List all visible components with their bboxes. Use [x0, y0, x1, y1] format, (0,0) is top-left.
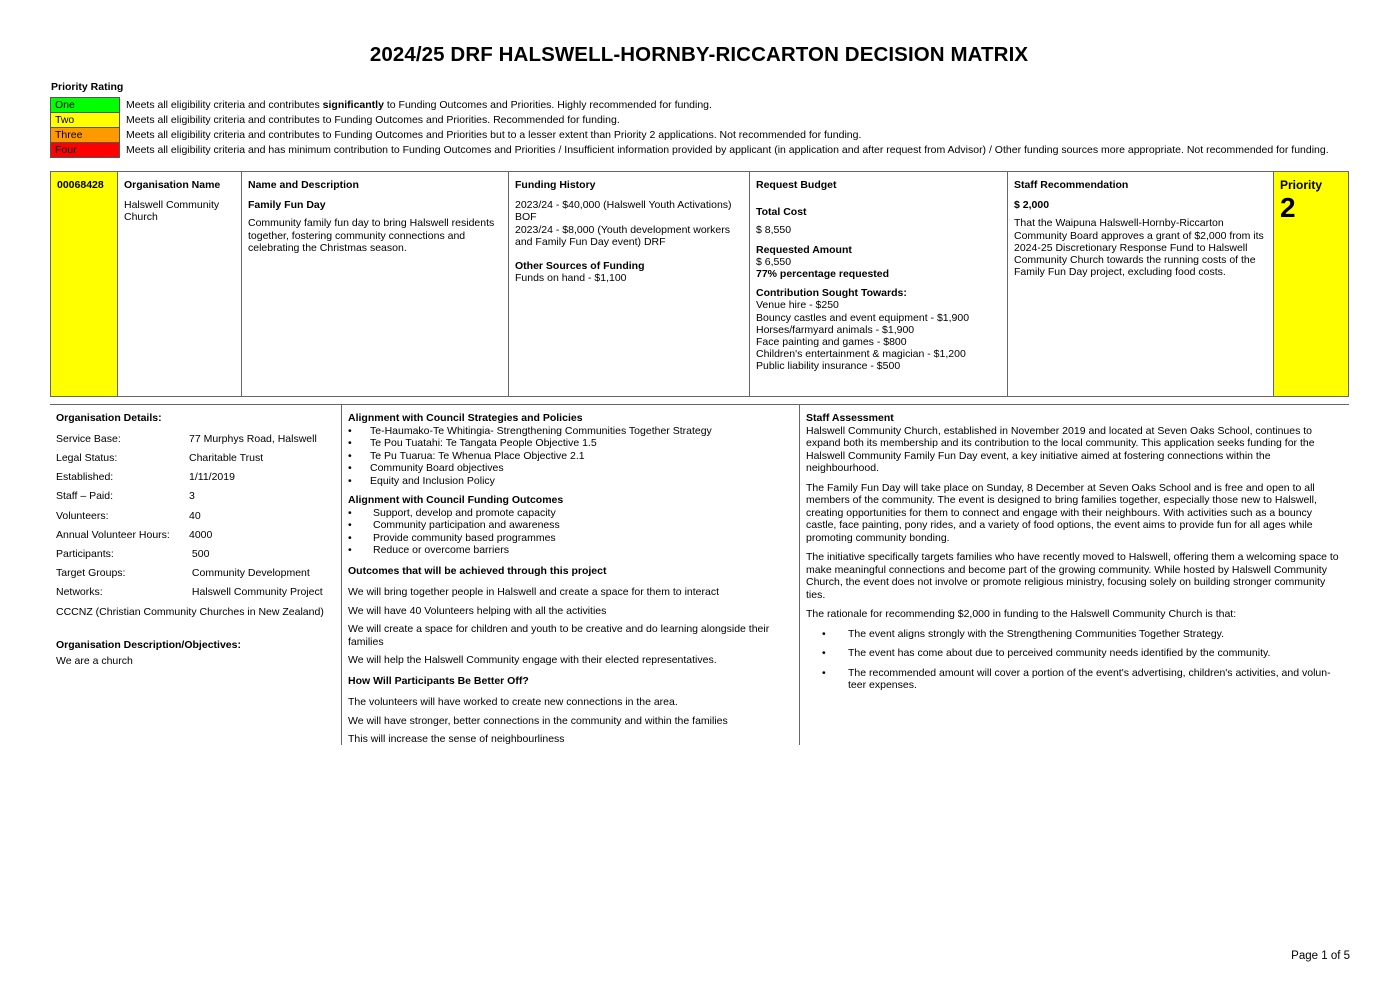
org-detail-row: Legal Status: Charitable Trust — [56, 452, 264, 465]
assessment-paragraph: The initiative specifically targets families who have recently moved to Halswell, offering them a welcoming space to make meaningful connections and become part of the growing community. While hosted by Halswell Community Church, the event does not involve or promote religious ministry, focusing solely on building stronger community ties. — [806, 551, 1339, 601]
list-item: • Te-Haumako-Te Whitingia- Strengthening Communities Together Strategy — [348, 425, 793, 438]
funding-outcomes-list — [348, 507, 793, 557]
contribution-item: Face painting and games - $800 — [756, 336, 907, 349]
contribution-label: Contribution Sought Towards: — [756, 287, 907, 300]
list-item: • Community Board objectives — [348, 462, 793, 475]
priority-rating-table — [50, 97, 1329, 158]
org-detail-row: Service Base: 77 Murphys Road, Halswell — [56, 432, 317, 445]
staff-assessment-column — [800, 405, 1349, 745]
list-item: • Te Pou Tuatahi: Te Tangata People Objective 1.5 — [348, 437, 793, 450]
organisation-details-heading: Organisation Details: — [56, 412, 162, 424]
better-off-heading: How Will Participants Be Better Off? — [348, 674, 529, 687]
assessment-bullets — [806, 628, 1343, 692]
list-item: • Provide community based programmes — [348, 532, 793, 545]
other-sources-header: Other Sources of Funding — [515, 260, 645, 273]
contribution-item: Public liability insurance - $500 — [756, 360, 901, 373]
network-extra: CCCNZ (Christian Community Churches in New Zealand) — [56, 605, 324, 618]
staff-assessment-heading: Staff Assessment — [806, 412, 894, 424]
list-item: • Te Pu Tuarua: Te Whenua Place Objective 2.1 — [348, 450, 793, 463]
better-off-item: We will have stronger, better connections in the community and within the families — [348, 714, 728, 727]
organisation-description: We are a church — [56, 654, 133, 667]
staff-recommendation-header: Staff Recommendation — [1014, 179, 1129, 191]
contribution-item: Horses/farmyard animals - $1,900 — [756, 323, 915, 336]
list-item: • The event aligns strongly with the Strengthening Communities Together Strategy. — [806, 628, 1343, 641]
recommended-amount: $ 2,000 — [1014, 199, 1050, 212]
achieved-outcomes-heading: Outcomes that will be achieved through this project — [348, 564, 607, 577]
priority-desc-three: Meets all eligibility criteria and contributes to Funding Outcomes and Priorities but to a lesser extent than Priority 2 applications. Not recommended for funding. — [126, 129, 862, 141]
list-item: • The recommended amount will cover a portion of the event's advertising, children's activities, and volun-teer expenses. — [806, 667, 1343, 692]
requested-amount-label: Requested Amount — [756, 243, 852, 256]
list-item: • Community participation and awareness — [348, 519, 793, 532]
request-budget-cell — [750, 172, 1008, 396]
priority-swatch-three: Three — [51, 128, 120, 143]
name-description-cell — [242, 172, 509, 396]
priority-row-one — [51, 98, 1329, 113]
priority-swatch-four: Four — [51, 143, 120, 158]
org-detail-row: Volunteers: 40 — [56, 509, 201, 522]
contribution-item: Children's entertainment & magician - $1,200 — [756, 348, 966, 361]
achieved-outcome: We will have 40 Volunteers helping with all the activities — [348, 604, 607, 617]
better-off-item: The volunteers will have worked to create new connections in the area. — [348, 696, 678, 708]
achieved-outcome: We will create a space for children and youth to be creative and do learning alongside their families — [348, 623, 770, 648]
contribution-item: Bouncy castles and event equipment - $1,900 — [756, 311, 970, 324]
priority-desc-four: Meets all eligibility criteria and has minimum contribution to Funding Outcomes and Priorities / Insufficient information provided by applicant (in application and after request from Advisor) / Other funding sources more appropriate. Not recommended for funding. — [126, 144, 1329, 156]
organisation-name: Halswell Community Church — [124, 199, 220, 224]
details-section — [50, 405, 1349, 745]
list-item: • Reduce or overcome barriers — [348, 544, 793, 557]
org-detail-row: Staff – Paid: 3 — [56, 490, 195, 503]
priority-swatch-one: One — [51, 98, 120, 113]
org-detail-row: Target Groups: Community Development — [56, 567, 310, 580]
achieved-outcome: We will help the Halswell Community engage with their elected representatives. — [348, 654, 717, 666]
org-detail-row: Annual Volunteer Hours: 4000 — [56, 528, 213, 541]
organisation-description-heading: Organisation Description/Objectives: — [56, 639, 241, 652]
better-off-item: This will increase the sense of neighbourliness — [348, 733, 565, 745]
assessment-paragraph: Halswell Community Church, established in November 2019 and located at Seven Oaks School, continues to expand both its membership and its contribution to the local community. This application seeks funding for the Halswell Community Family Fun Day event, a key initiative aimed at fostering connections within the neighbourhood. — [806, 424, 1315, 474]
priority-swatch-two: Two — [51, 113, 120, 128]
list-item: • Support, develop and promote capacity — [348, 507, 793, 520]
funding-history-item: 2023/24 - $40,000 (Halswell Youth Activations) BOF — [515, 199, 732, 224]
priority-desc-two: Meets all eligibility criteria and contributes to Funding Outcomes and Priorities. Recommended for funding. — [126, 114, 620, 126]
priority-header: Priority — [1280, 178, 1323, 192]
org-detail-row: Established: 1/11/2019 — [56, 471, 235, 484]
project-description: Community family fun day to bring Halswell residents together, fostering community connections and celebrating the Christmas season. — [248, 217, 495, 254]
funding-history-header: Funding History — [515, 179, 596, 191]
organisation-name-cell — [118, 172, 242, 396]
priority-desc-one: Meets all eligibility criteria and contributes significantly to Funding Outcomes and Priorities. Highly recommended for funding. — [126, 99, 712, 111]
priority-row-two — [51, 113, 1329, 128]
total-cost-label: Total Cost — [756, 206, 807, 219]
list-item: • Equity and Inclusion Policy — [348, 475, 793, 488]
priority-cell — [1274, 172, 1348, 396]
funding-outcomes-heading: Alignment with Council Funding Outcomes — [348, 494, 564, 506]
page-number: Page 1 of 5 — [1291, 950, 1350, 962]
list-item: • The event has come about due to perceived community needs identified by the community. — [806, 647, 1343, 660]
strategies-list — [348, 425, 793, 488]
funding-history-cell — [509, 172, 750, 396]
total-cost: $ 8,550 — [756, 224, 792, 237]
priority-value: 2 — [1280, 192, 1296, 224]
requested-amount: $ 6,550 — [756, 255, 792, 268]
priority-rating-heading: Priority Rating — [51, 81, 124, 93]
page-title: 2024/25 DRF HALSWELL-HORNBY-RICCARTON DECISION MATRIX — [369, 43, 1029, 66]
percentage-requested: 77% percentage requested — [756, 268, 890, 281]
achieved-outcome: We will bring together people in Halswell and create a space for them to interact — [348, 586, 720, 598]
application-id: 00068428 — [57, 179, 104, 191]
recommendation-text: That the Waipuna Halswell-Hornby-Riccarton Community Board approves a grant of $2,000 from its 2024-25 Discretionary Response Fund to Halswell Community Church towards the running costs of the Family Fun Day project, excluding food costs. — [1014, 217, 1264, 279]
decision-matrix-row — [50, 171, 1349, 397]
name-description-header: Name and Description — [248, 179, 359, 191]
funding-history-item: 2023/24 - $8,000 (Youth development workers and Family Fun Day event) DRF — [515, 223, 731, 248]
priority-row-four — [51, 143, 1329, 158]
other-sources: Funds on hand - $1,100 — [515, 272, 627, 285]
assessment-paragraph: The rationale for recommending $2,000 in funding to the Halswell Community Church is that: — [806, 608, 1237, 620]
alignment-column — [342, 405, 800, 745]
assessment-paragraph: The Family Fun Day will take place on Sunday, 8 December at Seven Oaks School and is free and open to all members of the community. The event is designed to bring families together, especially those new to Halswell, creating opportunities for them to connect and engage with their neighbours. With activities such as a bouncy castle, face painting, pony rides, and a variety of food options, the event aims to provide fun for all ages while promoting community bonding. — [806, 481, 1317, 544]
request-budget-header: Request Budget — [756, 179, 837, 191]
strategies-heading: Alignment with Council Strategies and Policies — [348, 412, 583, 424]
application-id-cell — [51, 172, 118, 396]
organisation-details-column — [50, 405, 342, 745]
organisation-name-header: Organisation Name — [124, 179, 221, 191]
org-detail-row: Participants: 500 — [56, 547, 210, 560]
contribution-item: Venue hire - $250 — [756, 299, 839, 312]
project-name: Family Fun Day — [248, 199, 326, 212]
priority-row-three — [51, 128, 1329, 143]
staff-recommendation-cell — [1008, 172, 1274, 396]
org-detail-row: Networks: Halswell Community Project — [56, 586, 323, 599]
